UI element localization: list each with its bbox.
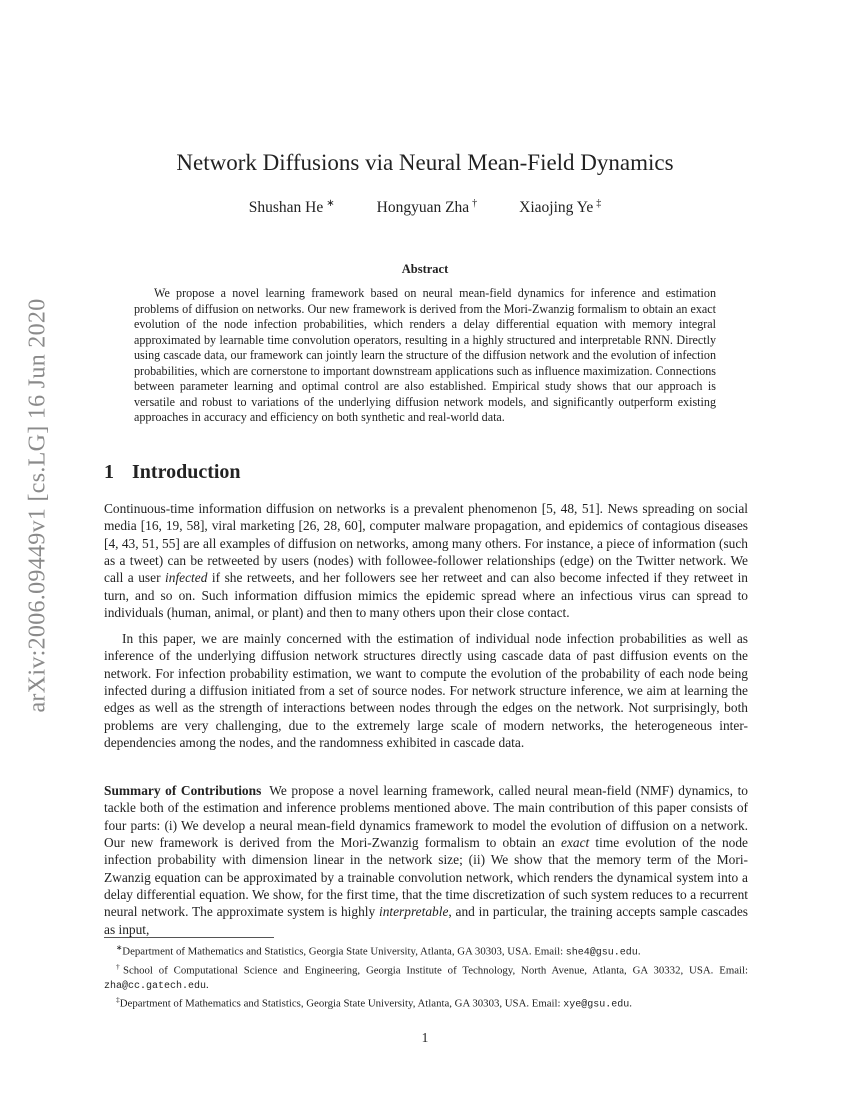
footnote-end: . — [629, 997, 632, 1010]
footnote-text: Department of Mathematics and Statistics, Georgia State University, Atlanta, GA 30303, USA. Email: — [119, 997, 564, 1010]
footnote-text: Department of Mathematics and Statistics, Georgia State University, Atlanta, GA 30303, USA. Email: — [122, 945, 566, 958]
footnote — [104, 993, 748, 1012]
section-number: 1 — [104, 461, 114, 483]
section-title: Introduction — [132, 461, 241, 483]
footnote-email: xye@gsu.edu — [563, 999, 630, 1011]
footnote-end: . — [637, 945, 641, 958]
arxiv-stamp — [18, 295, 58, 715]
paragraph-text: , and in particular, the training accepts sample cascades as input, — [104, 904, 748, 937]
author — [249, 198, 335, 217]
footnote-text: School of Computational Science and Engineering, Georgia Institute of Technology, North Avenue, Atlanta, GA 30332, USA. Email: — [122, 964, 749, 977]
paragraph-text: time evolution of the node infection probability with dimension linear in the network size; (ii) We show that the memory term of the Mori-Zwanzig equation can be approximated by a trainable convolution network, which renders the dynamical system into a delay differential equation. We show, for the first time, that the time discretization of such system reduces to a recurrent neural network. The approximate system is highly — [104, 835, 749, 920]
footnote-rule — [104, 937, 274, 938]
footnote-mark: ‡ — [116, 995, 120, 1005]
abstract-heading: Abstract — [401, 262, 449, 276]
footnote-mark: † — [116, 962, 123, 972]
footnote — [104, 941, 748, 960]
footnote-email: zha@cc.gatech.edu — [104, 980, 207, 992]
arxiv-id: arXiv:2006.09449v1 [cs.LG] 16 Jun 2020 — [24, 297, 51, 713]
emphasis: exact — [561, 835, 590, 851]
emphasis: interpretable — [378, 904, 449, 920]
intro-paragraph-2: In this paper, we are mainly concerned with the estimation of individual node infection probabilities as well as inference of the underlying diffusion network structures directly using cascade data of past diffusion events on the network. For infection probability estimation, we want to compute the evolution of the probability of each node being infected during a diffusion initiated from a set of source nodes. For network structure inference, we aim at learning the edges as well as the strength of interactions between nodes through the edges on the network. Not surprisingly, both problems are very challenging, due to the extremely large scale of modern networks, the heterogeneous inter-dependencies among the nodes, and the randomness exhibited in cascade data. — [104, 631, 748, 751]
author-mark: ∗ — [326, 198, 335, 209]
paragraph-heading: Summary of Contributions — [104, 783, 262, 798]
contributions-paragraph — [104, 782, 748, 938]
footnotes — [104, 941, 748, 1013]
footnote-mark: ∗ — [116, 943, 123, 952]
paragraph-text: We propose a novel learning framework, called neural mean-field (NMF) dynamics, to tackle both of the estimation and inference problems mentioned above. The main contribution of this paper consists of four parts: (i) We develop a neural mean-field dynamics framework to model the evolution of diffusion on a network. Our new framework is derived from the Mori-Zwanzig formalism to obtain an — [104, 783, 748, 851]
abstract-text: We propose a novel learning framework based on neural mean-field dynamics for inference and estimation problems of diffusion on networks. Our new framework is derived from the Mori-Zwanzig formalism to obtain an exact evolution of the node infection probabilities, which renders a delay differential equation with memory integral approximated by learnable time convolution operators, resulting in a highly structured and interpretable RNN. Directly using cascade data, our framework can jointly learn the structure of the diffusion network and the evolution of infection probabilities, which are cornerstone to important downstream applications such as influence maximization. Connections between parameter learning and optimal control are also established. Empirical study shows that our approach is versatile and robust to variations of the underlying diffusion network models, and significantly outperform existing approaches in accuracy and efficiency on both synthetic and real-world data. — [134, 286, 716, 424]
author-list — [0, 198, 850, 217]
emphasis: infected — [165, 570, 208, 586]
author — [519, 198, 601, 217]
paragraph-text: Continuous-time information diffusion on networks is a prevalent phenomenon [5, 48, 51]. News spreading on social media [16, 19, 58], viral marketing [26, 28, 60], computer malware propagation, and epidemics of contagious diseases [4, 43, 51, 55] are all examples of diffusion on networks, among many others. For instance, a piece of information (such as a tweet) can be retweeted by users (nodes) with followee-follower relationships (edge) on the Twitter network. We call a user — [104, 501, 748, 586]
intro-paragraph-1 — [104, 500, 748, 621]
author-mark: † — [472, 198, 478, 209]
footnote — [104, 960, 748, 993]
page-number: 1 — [421, 1030, 429, 1045]
section-heading — [104, 461, 241, 484]
paragraph-text: if she retweets, and her followers see her retweet and can also become infected if they retweet in turn, and so on. Such information diffusion mimics the epidemic spread where an infectious virus can spread to individuals (human, animal, or plant) and then to many others upon their close contact. — [104, 570, 748, 621]
paper-title: Network Diffusions via Neural Mean-Field Dynamics — [176, 150, 674, 175]
author-mark: ‡ — [596, 198, 602, 209]
author-name: Xiaojing Ye — [519, 199, 594, 217]
footnote-email: she4@gsu.edu — [565, 947, 638, 959]
author — [377, 198, 478, 217]
author-name: Hongyuan Zha — [376, 199, 470, 217]
footnote-end: . — [206, 978, 209, 991]
author-name: Shushan He — [248, 199, 324, 217]
